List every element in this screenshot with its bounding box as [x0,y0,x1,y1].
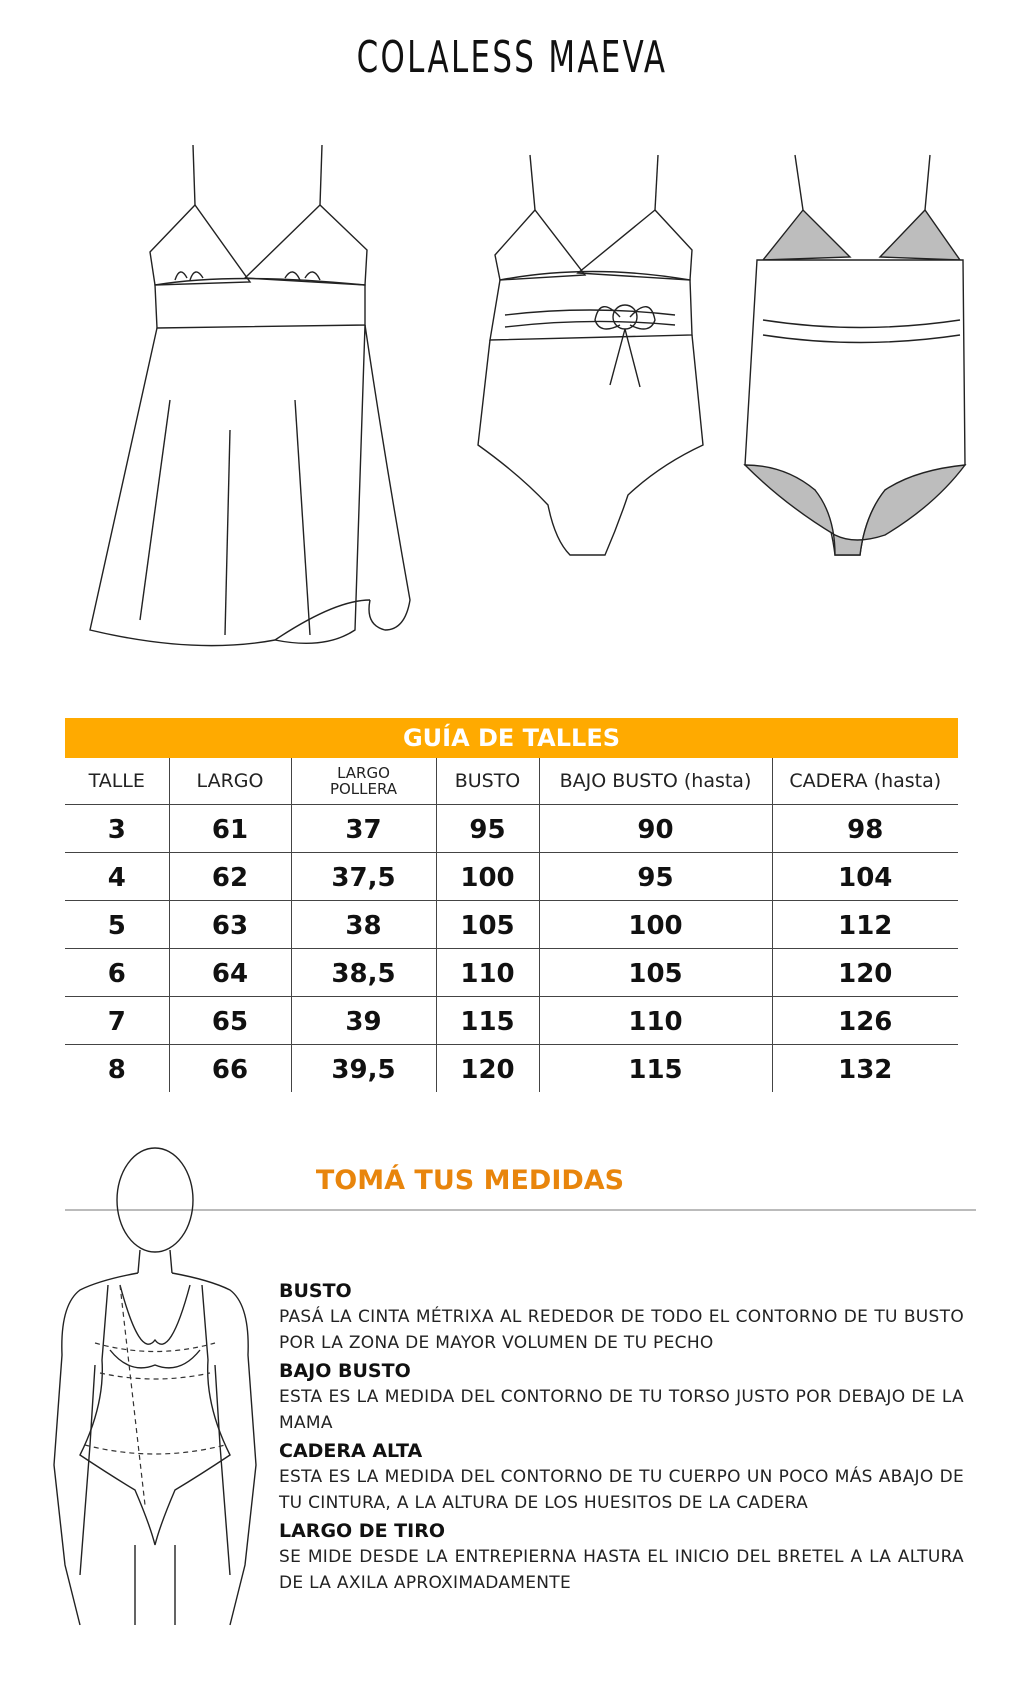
largo-pollera-line-2: POLLERA [329,779,398,798]
cell-busto: 110 [436,948,539,996]
cell-talle: 3 [65,804,169,852]
cell-busto: 105 [436,900,539,948]
page-title: COLALESS MAEVA [356,32,668,83]
cell-busto: 95 [436,804,539,852]
cell-talle: 7 [65,996,169,1044]
cadera-alta-heading: CADERA ALTA [279,1440,423,1462]
cell-largo: 64 [169,948,291,996]
table-row [65,996,958,1044]
cell-cadera: 120 [772,948,958,996]
cell-largo: 65 [169,996,291,1044]
table-row [65,900,958,948]
cell-bajo-busto: 105 [539,948,772,996]
cell-cadera: 104 [772,852,958,900]
table-row [65,948,958,996]
table-row [65,1044,958,1092]
dress-illustration [75,130,415,670]
cell-talle: 8 [65,1044,169,1092]
bajo-busto-heading: BAJO BUSTO [279,1360,411,1382]
cell-largo: 61 [169,804,291,852]
cell-largo-pollera: 38,5 [291,948,436,996]
column-header-bajo-busto: BAJO BUSTO (hasta) [539,758,772,804]
cell-talle: 5 [65,900,169,948]
cell-talle: 6 [65,948,169,996]
bajo-busto-text: ESTA ES LA MEDIDA DEL CONTORNO DE TU TORSO JUSTO POR DEBAJO DE LA MAMA [279,1387,964,1433]
cell-cadera: 112 [772,900,958,948]
cell-bajo-busto: 115 [539,1044,772,1092]
cell-cadera: 132 [838,1055,893,1086]
cell-bajo-busto: 100 [539,900,772,948]
cell-largo: 62 [169,852,291,900]
cell-busto: 100 [436,852,539,900]
cell-largo-pollera: 37 [291,804,436,852]
column-header-largo-pollera [291,758,436,804]
size-guide-header: GUÍA DE TALLES [65,718,958,758]
busto-text: PASÁ LA CINTA MÉTRIXA AL REDEDOR DE TODO EL CONTORNO DE TU BUSTO POR LA ZONA DE MAYOR VOLUMEN DE TU PECHO [279,1307,964,1353]
cell-largo-pollera: 39 [291,996,436,1044]
garment-illustrations [0,130,1024,670]
size-guide [65,718,958,1092]
cell-largo-pollera: 37,5 [291,852,436,900]
measure-instructions [279,1278,964,1598]
cell-largo-pollera: 38 [291,900,436,948]
column-header-busto: BUSTO [436,758,539,804]
cell-largo-pollera: 39,5 [291,1044,436,1092]
table-row [65,804,958,852]
column-header-talle: TALLE [65,758,169,804]
column-header-largo: LARGO [169,758,291,804]
size-table-header-row [65,758,958,804]
cell-bajo-busto: 90 [539,804,772,852]
largo-de-tiro-heading: LARGO DE TIRO [279,1520,445,1542]
table-row [65,852,958,900]
measures-title: TOMÁ TUS MEDIDAS [315,1165,625,1196]
size-table [65,758,958,1092]
cell-largo: 63 [169,900,291,948]
column-header-cadera: CADERA (hasta) [772,758,958,804]
cell-cadera: 98 [772,804,958,852]
swimsuit-back-illustration [735,145,995,565]
swimsuit-front-illustration [460,145,720,565]
cadera-alta-text: ESTA ES LA MEDIDA DEL CONTORNO DE TU CUERPO UN POCO MÁS ABAJO DE TU CINTURA, A LA ALTURA DE LOS HUESITOS DE LA CADERA [279,1467,964,1513]
largo-de-tiro-text: SE MIDE DESDE LA ENTREPIERNA HASTA EL INICIO DEL BRETEL A LA ALTURA DE LA AXILA APROXIMADAMENTE [279,1547,964,1593]
cell-busto: 120 [436,1044,539,1092]
largo-pollera-line-1: LARGO [337,763,390,782]
cell-bajo-busto: 95 [539,852,772,900]
cell-busto: 115 [436,996,539,1044]
busto-heading: BUSTO [279,1280,352,1302]
cell-talle: 4 [65,852,169,900]
cell-bajo-busto: 110 [539,996,772,1044]
body-measure-illustration [40,1145,270,1635]
cell-largo: 66 [169,1044,291,1092]
cell-cadera: 126 [772,996,958,1044]
